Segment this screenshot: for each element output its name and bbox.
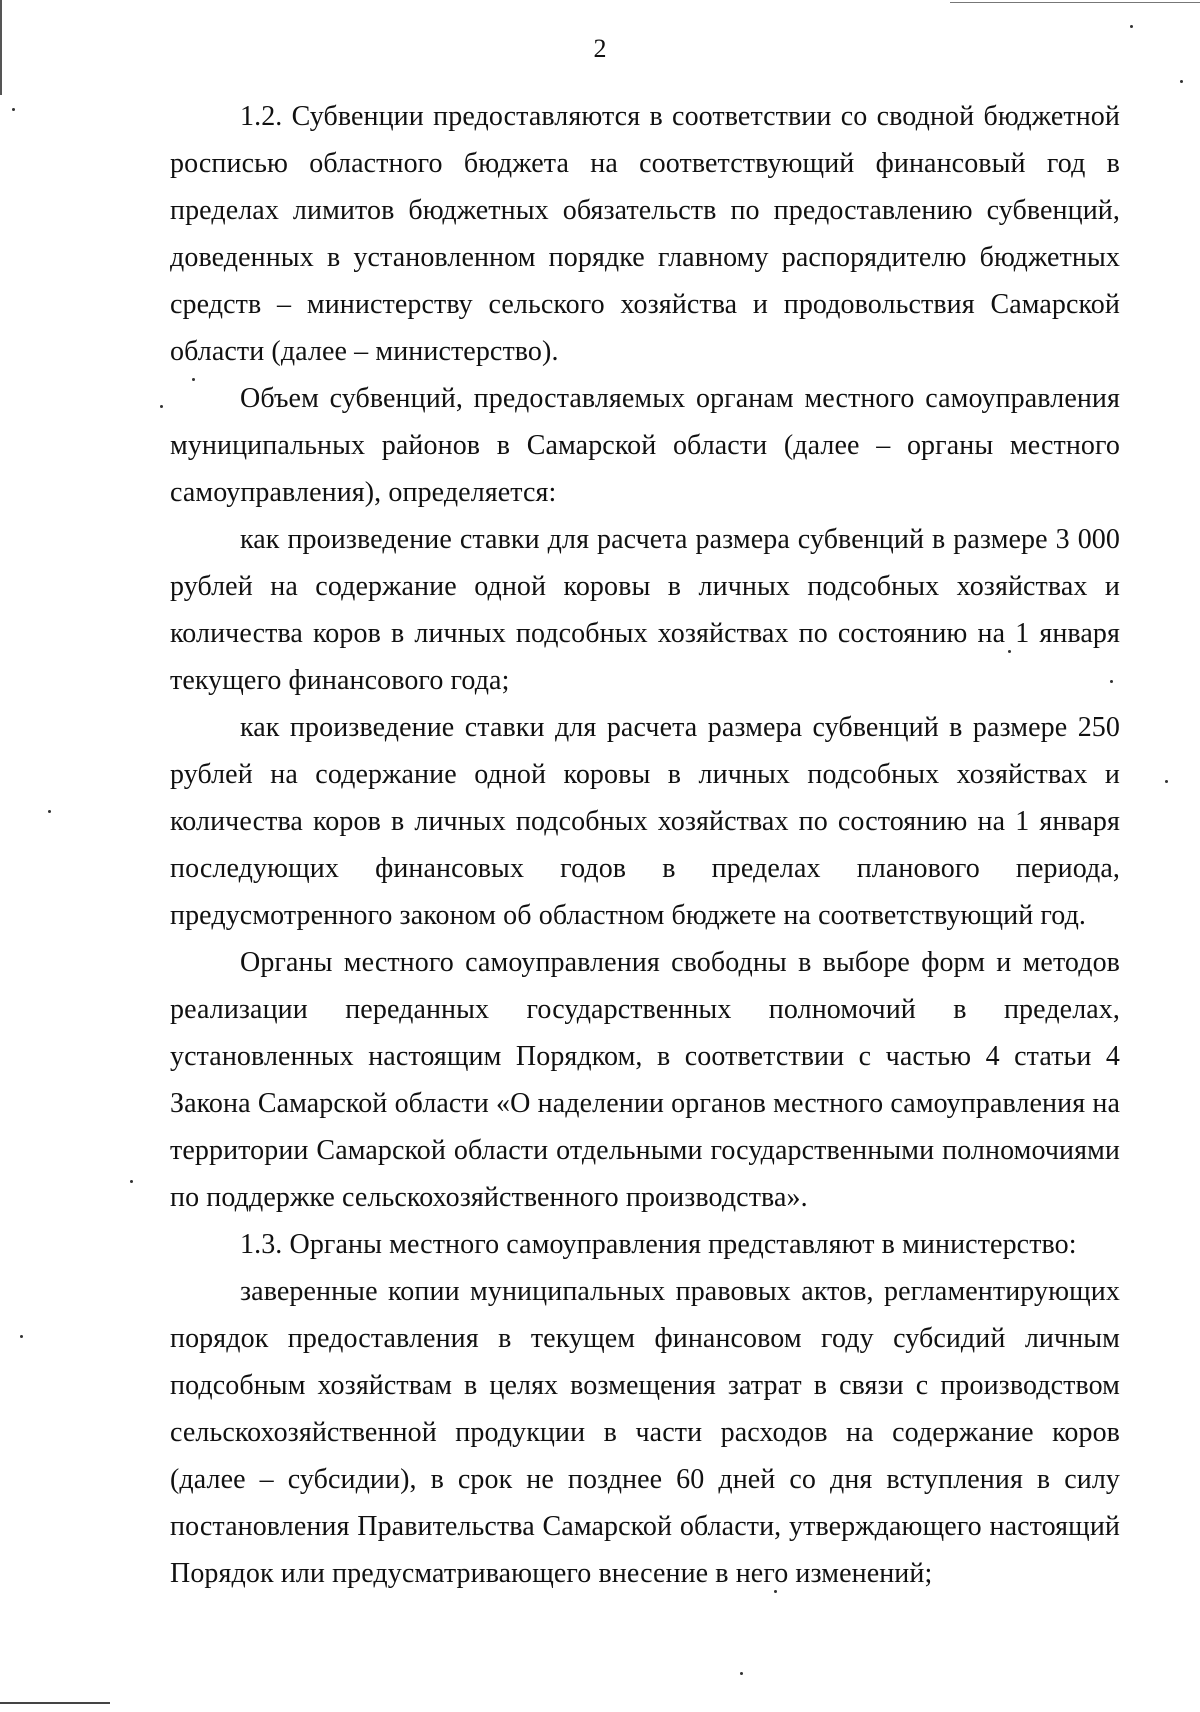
scan-speck [740, 1672, 743, 1675]
scan-speck [20, 1335, 23, 1338]
scan-speck [1165, 780, 1168, 783]
scan-edge-top [950, 2, 1200, 3]
scan-speck [1130, 25, 1133, 28]
scan-edge-bottom [0, 1702, 110, 1704]
scan-speck [160, 405, 163, 408]
paragraph-1-3-submissions: 1.3. Органы местного самоуправления представляют в министерство: [240, 1229, 1077, 1260]
page-number: 2 [593, 34, 607, 63]
paragraph-1-2-subventions: 1.2. Субвенции предоставляются в соответствии со сводной бюджетной росписью областного бюджета на соответствующий финансовый год в пределах лимитов бюджетных обязательств по предоставлению субвенций, доведенных в установленном порядке главному распорядителю бюджетных средств – министерству сельского хозяйства и продовольствия Самарской области (далее – министерство). [170, 101, 1120, 367]
scan-speck [130, 1180, 133, 1183]
paragraph-subvention-volume: Объем субвенций, предоставляемых органам местного самоуправления муниципальных районов в Самарской области (далее – органы местного самоуправления), определяется: [170, 383, 1120, 508]
document-body [170, 93, 1120, 1597]
scan-speck [48, 810, 51, 813]
paragraph-rate-current-year: как произведение ставки для расчета размера субвенций в размере 3 000 рублей на содержание одной коровы в личных подсобных хозяйствах и количества коров в личных подсобных хозяйствах по состоянию на 1 января текущего финансового года; [170, 524, 1120, 696]
scan-speck [12, 108, 15, 111]
paragraph-certified-copies: заверенные копии муниципальных правовых актов, регламентирующих порядок предоставления в текущем финансовом году субсидий личным подсобным хозяйствам в целях возмещения затрат в связи с производством сельскохозяйственной продукции в части расходов на содержание коров (далее – субсидии), в срок не позднее 60 дней со дня вступления в силу постановления Правительства Самарской области, утверждающего настоящий Порядок или предусматривающего внесение в него изменений; [170, 1276, 1120, 1589]
paragraph-rate-following-years: как произведение ставки для расчета размера субвенций в размере 250 рублей на содержание одной коровы в личных подсобных хозяйствах и количества коров в личных подсобных хозяйствах по состоянию на 1 января последующих финансовых годов в пределах планового периода, предусмотренного законом об областном бюджете на соответствующий год. [170, 712, 1120, 931]
paragraph-local-authorities-powers: Органы местного самоуправления свободны в выборе форм и методов реализации переданных государственных полномочий в пределах, установленных настоящим Порядком, в соответствии с частью 4 статьи 4 Закона Самарской области «О наделении органов местного самоуправления на территории Самарской области отдельными государственными полномочиями по поддержке сельскохозяйственного производства». [170, 947, 1120, 1213]
scan-speck [1180, 80, 1183, 83]
